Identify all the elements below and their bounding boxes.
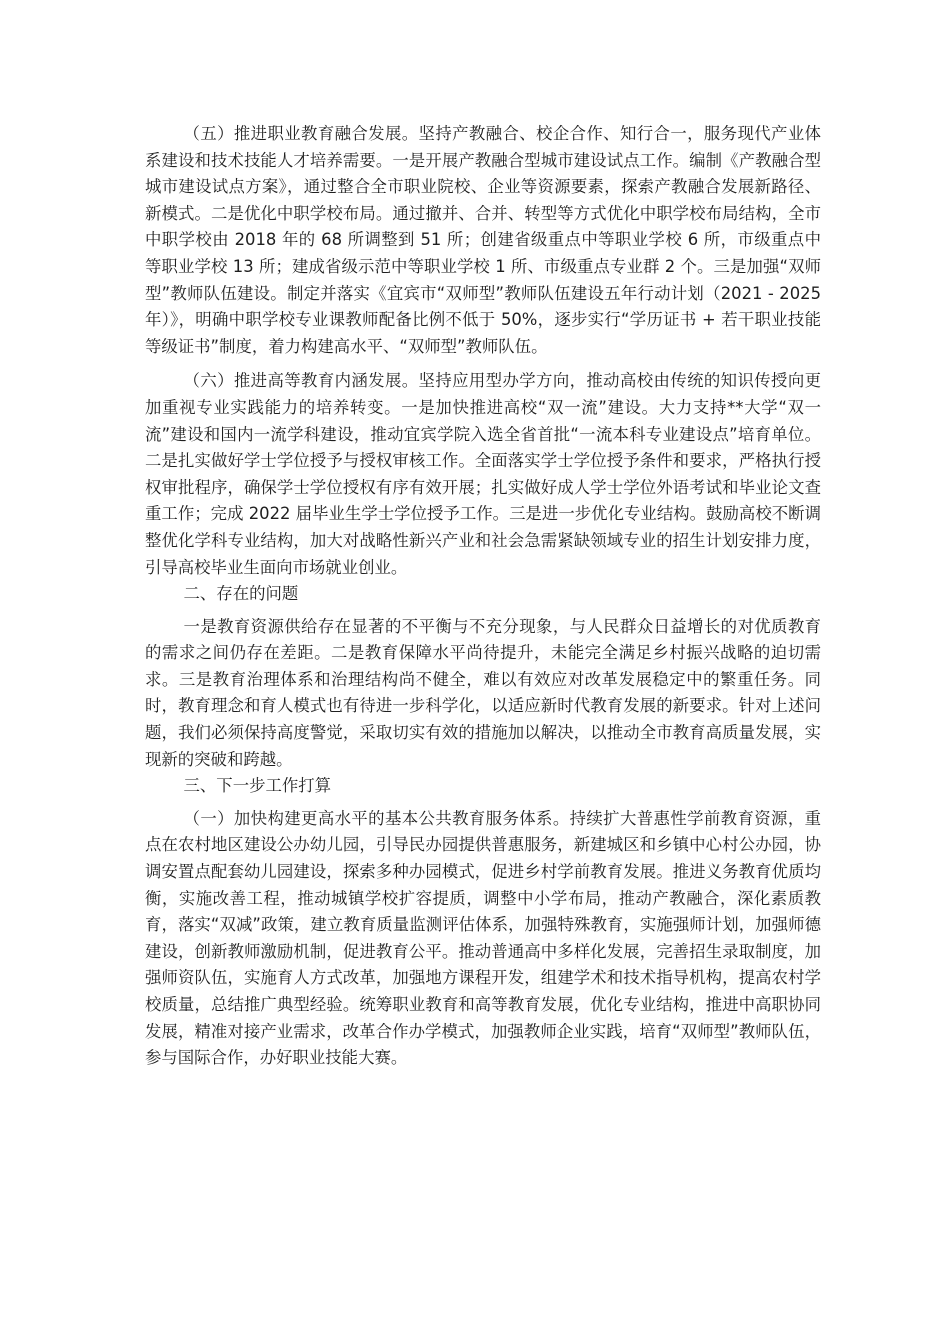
paragraph-problems: 一是教育资源供给存在显著的不平衡与不充分现象，与人民群众日益增长的对优质教育的需求之间仍存在差距。二是教育保障水平尚待提升，未能完全满足乡村振兴战略的迫切需求。三是教育治理体系和治理结构尚不健全，难以有效应对改革发展稳定中的繁重任务。同时，教育理念和育人模式也有待进一步科学化，以适应新时代教育发展的新要求。针对上述问题，我们必须保持高度警觉，采取切实有效的措施加以解决，以推动全市教育高质量发展，实现新的突破和跨越。 [145, 616, 821, 769]
paragraph-public-education-system: （一）加快构建更高水平的基本公共教育服务体系。持续扩大普惠性学前教育资源，重点在农村地区建设公办幼儿园，引导民办园提供普惠服务，新建城区和乡镇中心村公办园，协调安置点配套幼儿园建设，探索多种办园模式，促进乡村学前教育发展。推进义务教育优质均衡，实施改善工程，推动城镇学校扩容提质，调整中小学布局，推动产教融合，深化素质教育，落实“双减”政策，建立教育质量监测评估体系，加强特殊教育，实施强师计划，加强师德建设，创新教师激励机制，促进教育公平。推动普通高中多样化发展，完善招生录取制度，加强师资队伍，实施育人方式改革，加强地方课程开发，组建学术和技术指导机构，提高农村学校质量，总结推广典型经验。统筹职业教育和高等教育发展，优化专业结构，推进中高职协同发展，精准对接产业需求，改革合作办学模式，加强教师企业实践，培育“双师型”教师队伍，参与国际合作，办好职业技能大赛。 [145, 808, 821, 1068]
document-page [145, 121, 821, 1072]
section-heading-problems: 二、存在的问题 [183, 584, 299, 604]
paragraph-vocational-education: （五）推进职业教育融合发展。坚持产教融合、校企合作、知行合一，服务现代产业体系建设和技术技能人才培养需要。一是开展产教融合型城市建设试点工作。编制《产教融合型城市建设试点方案》，通过整合全市职业院校、企业等资源要素，探索产教融合发展新路径、新模式。二是优化中职学校布局。通过撤并、合并、转型等方式优化中职学校布局结构，全市中职学校由 2018 年的 68 所调整到 51 所；创建省级重点中等职业学校 6 所，市级重点中等职业学校 13 所；建成省级示范中等职业学校 1 所、市级重点专业群 2 个。三是加强“双师型”教师队伍建设。制定并落实《宜宾市“双师型”教师队伍建设五年行动计划（2021 - 2025 年）》，明确中职学校专业课教师配备比例不低于 50%，逐步实行“学历证书 + 若干职业技能等级证书”制度，着力构建高水平、“双师型”教师队伍。 [145, 124, 821, 356]
paragraph-higher-education: （六）推进高等教育内涵发展。坚持应用型办学方向，推动高校由传统的知识传授向更加重视专业实践能力的培养转变。一是加快推进高校“双一流”建设。大力支持**大学“双一流”建设和国内一流学科建设，推动宜宾学院入选全省首批“一流本科专业建设点”培育单位。二是扎实做好学士学位授予与授权审核工作。全面落实学士学位授予条件和要求，严格执行授权审批程序，确保学士学位授权有序有效开展；扎实做好成人学士学位外语考试和毕业论文查重工作；完成 2022 届毕业生学士学位授予工作。三是进一步优化专业结构。鼓励高校不断调整优化学科专业结构，加大对战略性新兴产业和社会急需紧缺领域专业的招生计划安排力度，引导高校毕业生面向市场就业创业。 [145, 371, 821, 577]
section-heading-next-steps: 三、下一步工作打算 [183, 776, 332, 796]
